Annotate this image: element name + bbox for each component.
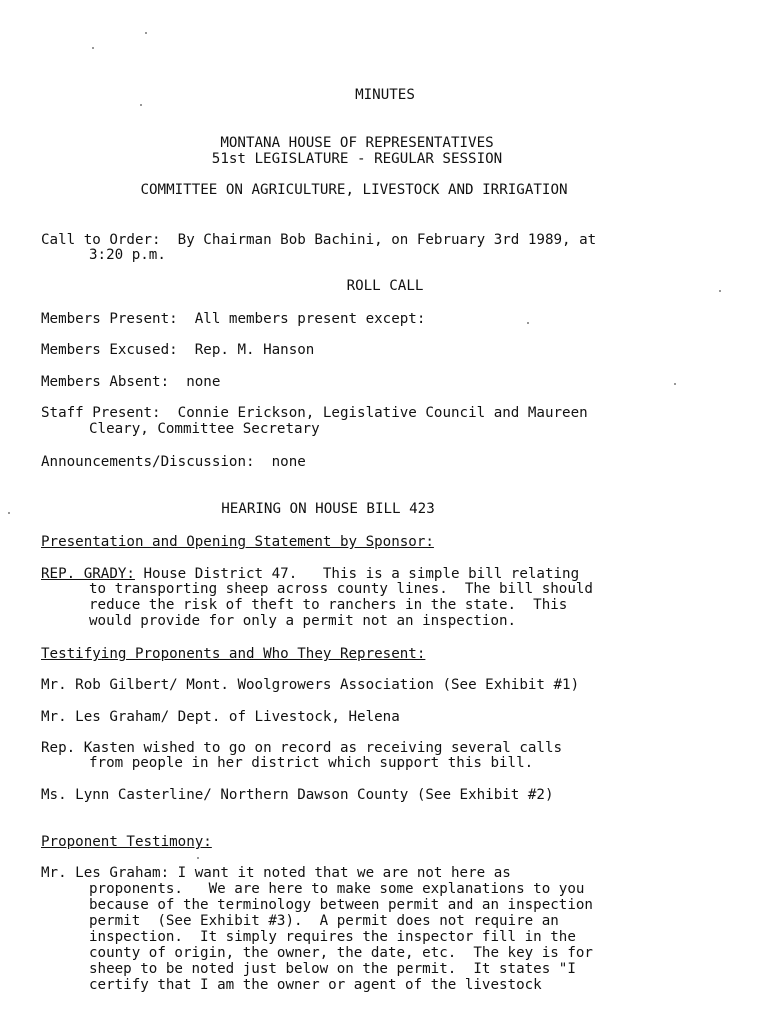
staff-present: Staff Present: Connie Erickson, Legislative Council and Maureen [41, 405, 588, 421]
house-name: MONTANA HOUSE OF REPRESENTATIVES [220, 135, 494, 151]
roll-call-heading: ROLL CALL [346, 278, 424, 294]
testimony-line: county of origin, the owner, the date, etc. The key is for [89, 945, 593, 961]
presentation-heading: Presentation and Opening Statement by Sponsor: [41, 534, 434, 550]
proponent-entry: Mr. Rob Gilbert/ Mont. Woolgrowers Association (See Exhibit #1) [41, 677, 580, 693]
testimony-line: certify that I am the owner or agent of the livestock [89, 977, 542, 993]
sponsor-label: REP. GRADY: [41, 566, 135, 582]
testimony-line: Mr. Les Graham: I want it noted that we are not here as [41, 865, 511, 881]
testimony-heading: Proponent Testimony: [41, 834, 212, 850]
proponent-entry: Ms. Lynn Casterline/ Northern Dawson County (See Exhibit #2) [41, 787, 554, 803]
sponsor-text: would provide for only a permit not an inspection. [89, 613, 517, 629]
call-to-order: Call to Order: By Chairman Bob Bachini, on February 3rd 1989, at [41, 232, 597, 248]
proponent-entry: Rep. Kasten wished to go on record as receiving several calls [41, 740, 563, 756]
scan-speck [92, 47, 94, 49]
members-excused: Members Excused: Rep. M. Hanson [41, 342, 315, 358]
members-absent: Members Absent: none [41, 374, 221, 390]
sponsor-statement [41, 566, 579, 582]
sponsor-text: House District 47. This is a simple bill relating [134, 566, 580, 582]
scan-speck [140, 104, 142, 106]
testimony-line: permit (See Exhibit #3). A permit does not require an [89, 913, 559, 929]
scan-speck [674, 383, 676, 385]
testimony-line: proponents. We are here to make some explanations to you [89, 881, 585, 897]
call-to-order-time: 3:20 p.m. [89, 247, 166, 263]
committee-name: COMMITTEE ON AGRICULTURE, LIVESTOCK AND IRRIGATION [140, 182, 568, 198]
proponent-entry-cont: from people in her district which support this bill. [89, 755, 534, 771]
members-present: Members Present: All members present except: [41, 311, 426, 327]
document-title: MINUTES [355, 87, 415, 103]
testimony-line: inspection. It simply requires the inspector fill in the [89, 929, 576, 945]
session-name: 51st LEGISLATURE - REGULAR SESSION [211, 151, 503, 167]
scan-speck [145, 32, 147, 34]
hearing-heading: HEARING ON HOUSE BILL 423 [221, 501, 435, 517]
announcements: Announcements/Discussion: none [41, 454, 306, 470]
staff-present-cont: Cleary, Committee Secretary [89, 421, 320, 437]
proponent-entry: Mr. Les Graham/ Dept. of Livestock, Helena [41, 709, 400, 725]
sponsor-text: reduce the risk of theft to ranchers in the state. This [89, 597, 568, 613]
proponents-heading: Testifying Proponents and Who They Represent: [41, 646, 426, 662]
testimony-line: because of the terminology between permit and an inspection [89, 897, 593, 913]
scan-speck [197, 857, 199, 859]
sponsor-text: to transporting sheep across county lines. The bill should [89, 581, 593, 597]
scan-speck [527, 322, 529, 324]
testimony-line: sheep to be noted just below on the permit. It states "I [89, 961, 576, 977]
